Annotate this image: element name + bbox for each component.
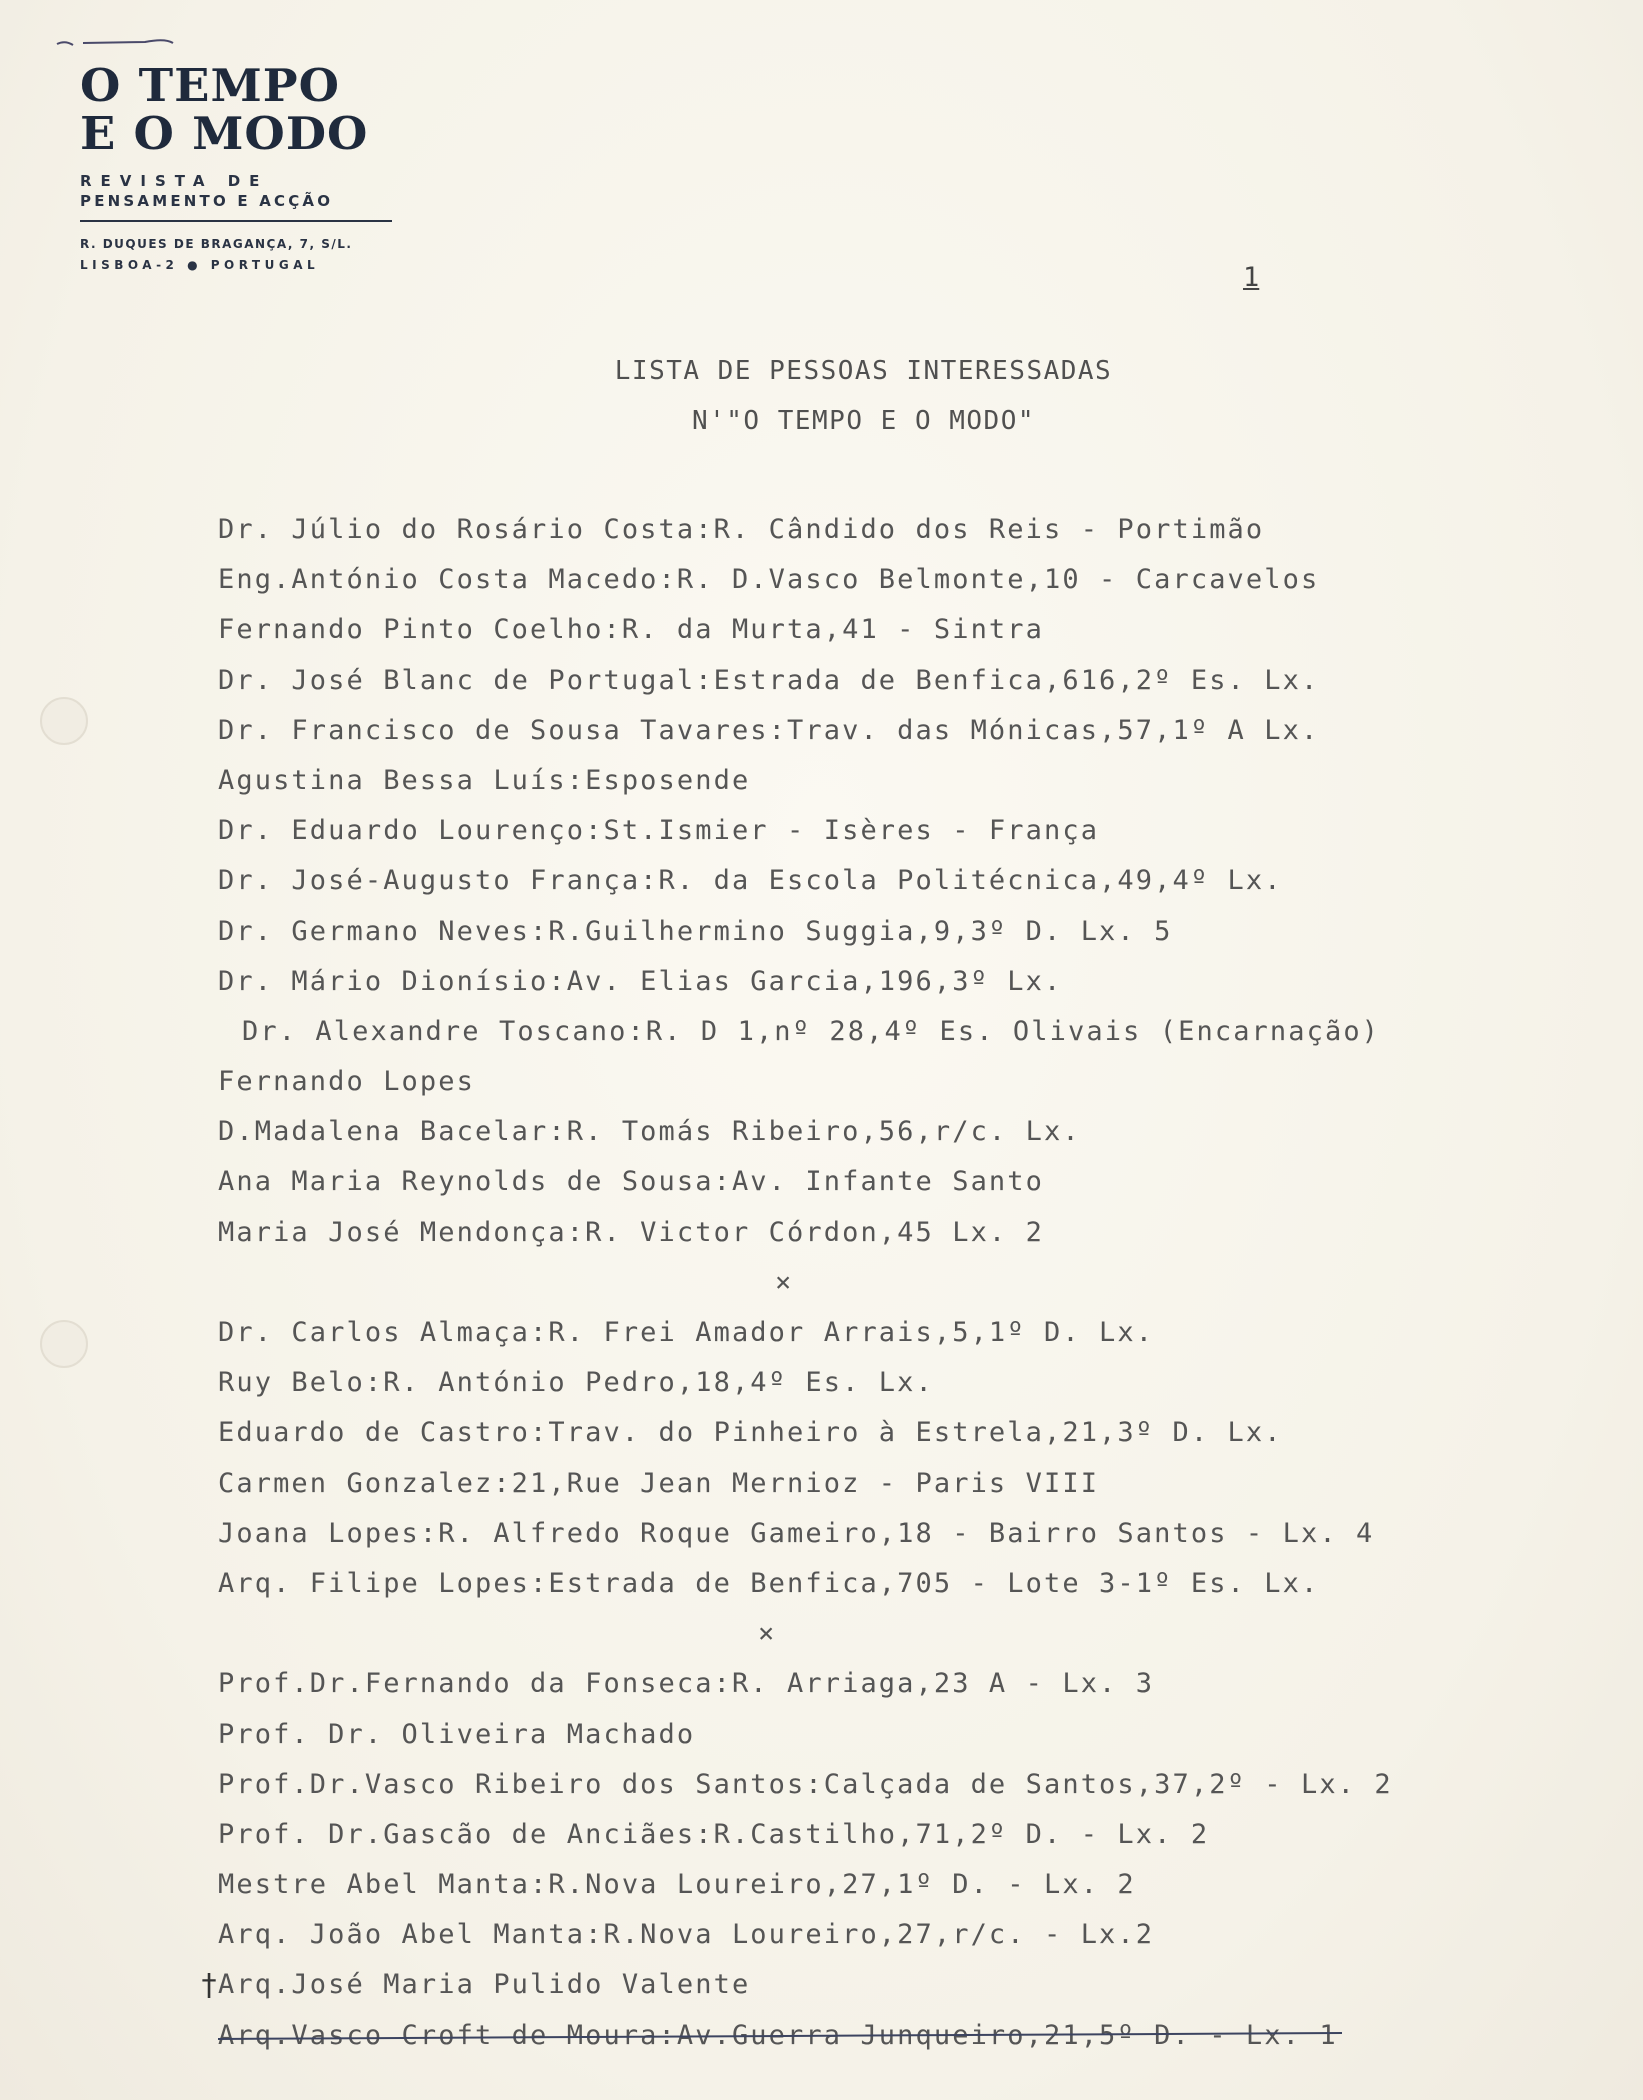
document-title: LISTA DE PESSOAS INTERESSADAS bbox=[614, 356, 1113, 386]
list-item: Prof. Dr.Gascão de Anciães:R.Castilho,71,2º D. - Lx. 2 bbox=[218, 1818, 1210, 1850]
list-item: Dr. Germano Neves:R.Guilhermino Suggia,9,3º D. Lx. 5 bbox=[218, 915, 1173, 947]
list-item: Dr. José Blanc de Portugal:Estrada de Benfica,616,2º Es. Lx. bbox=[218, 664, 1320, 696]
letterhead bbox=[80, 59, 400, 276]
list-item: D.Madalena Bacelar:R. Tomás Ribeiro,56,r/c. Lx. bbox=[218, 1116, 1081, 1148]
list-item: Arq.José Maria Pulido Valente bbox=[218, 1969, 751, 2001]
list-item: Dr. Júlio do Rosário Costa:R. Cândido dos Reis - Portimão bbox=[218, 514, 1265, 545]
pen-mark-scribble bbox=[55, 36, 175, 50]
list-item: Eduardo de Castro:Trav. do Pinheiro à Estrela,21,3º D. Lx. bbox=[218, 1417, 1283, 1449]
list-item: Carmen Gonzalez:21,Rue Jean Mernioz - Paris VIII bbox=[218, 1467, 1100, 1499]
address-line-2: LISBOA-2 ● PORTUGAL bbox=[80, 258, 320, 272]
list-item: Ruy Belo:R. António Pedro,18,4º Es. Lx. bbox=[218, 1367, 934, 1399]
list-item: Dr. Alexandre Toscano:R. D 1,nº 28,4º Es. Olivais (Encarnação) bbox=[242, 1015, 1381, 1047]
address-line-1: R. DUQUES DE BRAGANÇA, 7, S/L. bbox=[80, 237, 353, 251]
document-subtitle: N'"O TEMPO E O MODO" bbox=[691, 406, 1036, 436]
list-item: Agustina Bessa Luís:Esposende bbox=[218, 764, 751, 796]
list-item: Prof.Dr.Fernando da Fonseca:R. Arriaga,23 A - Lx. 3 bbox=[218, 1668, 1155, 1700]
list-item: Dr. José-Augusto França:R. da Escola Politécnica,49,4º Lx. bbox=[218, 865, 1283, 897]
list-item: Joana Lopes:R. Alfredo Roque Gameiro,18 - Bairro Santos - Lx. 4 bbox=[218, 1517, 1375, 1549]
list-item: Dr. Carlos Almaça:R. Frei Amador Arrais,5,1º D. Lx. bbox=[218, 1317, 1155, 1348]
list-item: Mestre Abel Manta:R.Nova Loureiro,27,1º D. - Lx. 2 bbox=[218, 1869, 1136, 1901]
list-item: Prof.Dr.Vasco Ribeiro dos Santos:Calçada de Santos,37,2º - Lx. 2 bbox=[218, 1768, 1393, 1800]
contact-list bbox=[218, 505, 1558, 2061]
list-item: Maria José Mendonça:R. Victor Córdon,45 Lx. 2 bbox=[218, 1216, 1044, 1248]
list-item: Fernando Pinto Coelho:R. da Murta,41 - Sintra bbox=[218, 614, 1044, 646]
punch-hole bbox=[40, 1320, 88, 1368]
list-item: Arq. Filipe Lopes:Estrada de Benfica,705 - Lote 3-1º Es. Lx. bbox=[218, 1567, 1320, 1599]
list-item: Dr. Eduardo Lourenço:St.Ismier - Isères - França bbox=[218, 815, 1100, 847]
list-item: Prof. Dr. Oliveira Machado bbox=[218, 1718, 696, 1750]
list-item: Eng.António Costa Macedo:R. D.Vasco Belmonte,10 - Carcavelos bbox=[218, 564, 1320, 596]
struck-list-item: Arq.Vasco Croft de Moura:Av.Guerra Junqueiro,21,5º D. - Lx. 1 bbox=[218, 2019, 1338, 2051]
tagline-line-1: REVISTA DE bbox=[80, 172, 269, 190]
list-item: Dr. Francisco de Sousa Tavares:Trav. das Mónicas,57,1º A Lx. bbox=[218, 714, 1320, 746]
list-item: Arq. João Abel Manta:R.Nova Loureiro,27,r/c. - Lx.2 bbox=[218, 1919, 1155, 1951]
handwritten-cross-mark: † bbox=[200, 1968, 219, 2003]
masthead-line-1: O TEMPO bbox=[80, 59, 341, 112]
punch-hole bbox=[40, 697, 88, 745]
masthead-line-2: E O MODO bbox=[80, 107, 369, 160]
list-item: Dr. Mário Dionísio:Av. Elias Garcia,196,3º Lx. bbox=[218, 965, 1063, 997]
list-item: Fernando Lopes bbox=[218, 1066, 475, 1098]
letterhead-divider bbox=[80, 220, 392, 222]
tagline-line-2: PENSAMENTO E ACÇÃO bbox=[80, 192, 334, 210]
page-number: 1 bbox=[1243, 262, 1260, 293]
section-separator: × bbox=[758, 1618, 775, 1650]
list-item: Ana Maria Reynolds de Sousa:Av. Infante Santo bbox=[218, 1166, 1044, 1198]
section-separator: × bbox=[775, 1266, 792, 1298]
